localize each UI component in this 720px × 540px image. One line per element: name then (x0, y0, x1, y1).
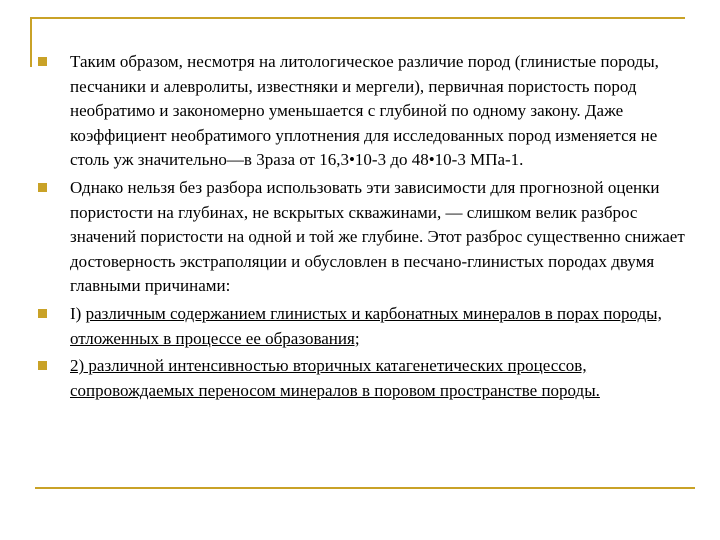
frame-line-left (30, 17, 32, 67)
frame-line-bottom (35, 487, 695, 489)
slide-content (38, 50, 688, 406)
bullet-item-1 (38, 50, 688, 173)
square-bullet-icon (38, 57, 47, 66)
bullet-underlined-text: различным содержанием глинистых и карбонатных минералов в порах породы, отложенных в процессе ее образования; (70, 303, 662, 348)
square-bullet-icon (38, 309, 47, 318)
bullet-prefix: I) (70, 303, 86, 323)
bullet-item-3 (38, 302, 688, 351)
bullet-item-4 (38, 354, 688, 403)
frame-line-top (30, 17, 685, 19)
bullet-item-2 (38, 176, 688, 299)
bullet-text: Однако нельзя без разбора использовать эти зависимости для прогнозной оценки пористости на глубинах, не вскрытых скважинами, — слишком велик разброс значений пористости на одной и той же глубине. Этот разброс существенно снижает достоверность экстраполяции и обусловлен в песчано-глинистых породах двумя главными причинами: (70, 177, 685, 296)
bullet-underlined-text: 2) различной интенсивностью вторичных катагенетических процессов, сопровождаемых переносом минералов в поровом пространстве породы. (70, 356, 600, 400)
bullet-text: Таким образом, несмотря на литологическое различие пород (глинистые породы, песчаники и алевролиты, известняки и мергели), первичная пористость пород необратимо и закономерно уменьшается с глубиной по одному закону. Даже коэффициент необратимого уплотнения для исследованных пород изменяется не столь уж значительно—в 3раза от 16,3•10-3 до 48•10-3 МПа-1. (70, 52, 659, 170)
square-bullet-icon (38, 183, 47, 192)
square-bullet-icon (38, 361, 47, 370)
